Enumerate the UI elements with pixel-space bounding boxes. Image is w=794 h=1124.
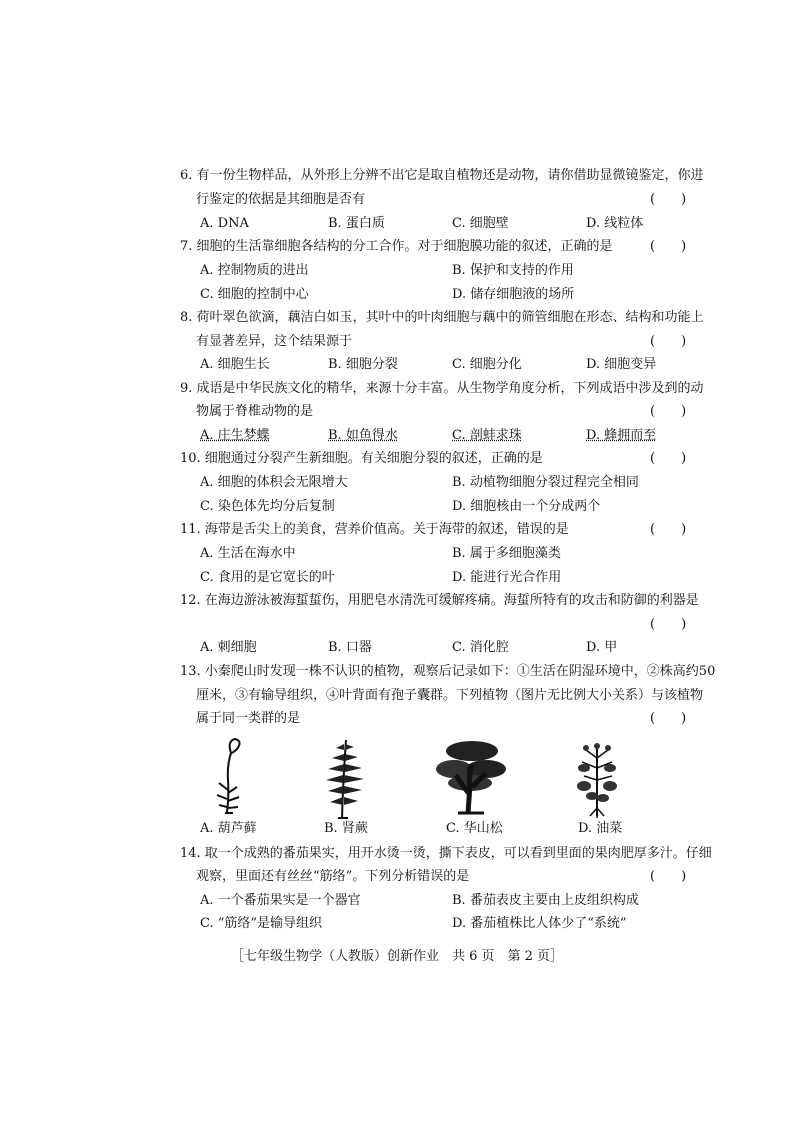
q6-option-a[interactable]: A. DNA <box>200 216 249 231</box>
q14-answer-paren[interactable]: ( ) <box>650 869 687 884</box>
q11-option-b[interactable]: B. 属于多细胞藻类 <box>452 546 561 561</box>
q13-line2: 厘米，③有输导组织，④叶背面有孢子囊群。下列植物（图片无比例大小关系）与该植物 <box>196 688 704 703</box>
moss-illustration <box>205 735 255 815</box>
q11-option-d[interactable]: D. 能进行光合作用 <box>452 570 562 585</box>
q13-answer-paren[interactable]: ( ) <box>650 711 687 726</box>
q7-option-d[interactable]: D. 储存细胞液的场所 <box>452 287 575 302</box>
q13-line3: 属于同一类群的是 <box>196 711 301 726</box>
q8-line2: 有显著差异，这个结果源于 <box>196 334 353 349</box>
q14-option-b[interactable]: B. 番茄表皮主要由上皮组织构成 <box>452 893 639 908</box>
q9-line1: 9. 成语是中华民族文化的精华，来源十分丰富。从生物学角度分析，下列成语中涉及到的动 <box>180 381 704 396</box>
q8-answer-paren[interactable]: ( ) <box>650 334 687 349</box>
rapeseed-illustration <box>572 738 622 818</box>
q12-option-a[interactable]: A. 刺细胞 <box>200 640 257 655</box>
q8-option-c[interactable]: C. 细胞分化 <box>452 357 522 372</box>
q10-option-a[interactable]: A. 细胞的体积会无限增大 <box>200 475 348 490</box>
q14-line1: 14. 取一个成熟的番茄果实，用开水烫一烫，撕下表皮，可以看到里面的果肉肥厚多汁。仔细 <box>180 846 712 861</box>
q13-line1: 13. 小秦爬山时发现一株不认识的植物，观察后记录如下：①生活在阴湿环境中，②株高约50 <box>180 664 716 679</box>
q13-option-c[interactable]: C. 华山松 <box>446 821 503 836</box>
fern-illustration <box>308 732 378 820</box>
q6-option-b[interactable]: B. 蛋白质 <box>328 216 385 231</box>
q9-option-c[interactable]: C. 剖蚌求珠 <box>452 428 522 443</box>
q8-option-a[interactable]: A. 细胞生长 <box>200 357 270 372</box>
q7-option-c[interactable]: C. 细胞的控制中心 <box>200 287 309 302</box>
q9-line2: 物属于脊椎动物的是 <box>196 404 314 419</box>
q7-option-a[interactable]: A. 控制物质的进出 <box>200 263 309 278</box>
q10-option-b[interactable]: B. 动植物细胞分裂过程完全相同 <box>452 475 639 490</box>
q9-option-a[interactable]: A. 庄生梦蝶 <box>200 428 270 443</box>
q12-option-b[interactable]: B. 口器 <box>328 640 372 655</box>
q7-answer-paren[interactable]: ( ) <box>650 239 687 254</box>
q12-answer-paren[interactable]: ( ) <box>650 617 687 632</box>
q9-answer-paren[interactable]: ( ) <box>650 404 687 419</box>
q13-option-d[interactable]: D. 油菜 <box>578 821 623 836</box>
q6-line2: 行鉴定的依据是其细胞是否有 <box>196 192 366 207</box>
q14-option-a[interactable]: A. 一个番茄果实是一个器官 <box>200 893 361 908</box>
q12-option-c[interactable]: C. 消化腔 <box>452 640 509 655</box>
q13-option-a[interactable]: A. 葫芦藓 <box>200 821 257 836</box>
q12-option-d[interactable]: D. 甲 <box>586 640 618 655</box>
q8-line1: 8. 荷叶翠色欲滴，藕洁白如玉，其叶中的叶肉细胞与藕中的筛管细胞在形态、结构和功能上 <box>180 310 704 325</box>
q10-option-d[interactable]: D. 细胞核由一个分成两个 <box>452 499 601 514</box>
q6-option-d[interactable]: D. 线粒体 <box>586 216 644 231</box>
q7-option-b[interactable]: B. 保护和支持的作用 <box>452 263 574 278</box>
q9-option-d[interactable]: D. 蜂拥而至 <box>586 428 657 443</box>
q11-answer-paren[interactable]: ( ) <box>650 522 687 537</box>
q10-line1: 10. 细胞通过分裂产生新细胞。有关细胞分裂的叙述，正确的是 <box>180 451 543 466</box>
q8-option-d[interactable]: D. 细胞变异 <box>586 357 657 372</box>
q11-option-c[interactable]: C. 食用的是它宽长的叶 <box>200 570 335 585</box>
q10-answer-paren[interactable]: ( ) <box>650 451 687 466</box>
q11-option-a[interactable]: A. 生活在海水中 <box>200 546 296 561</box>
q6-line1: 6. 有一份生物样品，从外形上分辨不出它是取自植物还是动物，请你借助显微镜鉴定，你进 <box>180 168 704 183</box>
q14-option-c[interactable]: C. “筋络”是输导组织 <box>200 916 323 931</box>
pine-tree-illustration <box>432 735 510 815</box>
q13-option-b[interactable]: B. 肾蕨 <box>324 821 368 836</box>
q9-option-b[interactable]: B. 如鱼得水 <box>328 428 398 443</box>
q11-line1: 11. 海带是舌尖上的美食，营养价值高。关于海带的叙述，错误的是 <box>180 522 569 537</box>
q6-answer-paren[interactable]: ( ) <box>650 192 687 207</box>
q14-line2: 观察，里面还有丝丝“筋络”。下列分析错误的是 <box>196 869 470 884</box>
page-footer: ［七年级生物学（人教版）创新作业 共 6 页 第 2 页］ <box>230 949 564 964</box>
q7-line1: 7. 细胞的生活靠细胞各结构的分工合作。对于细胞膜功能的叙述，正确的是 <box>180 239 613 254</box>
q14-option-d[interactable]: D. 番茄植株比人体少了“系统” <box>452 916 627 931</box>
q8-option-b[interactable]: B. 细胞分裂 <box>328 357 398 372</box>
q6-option-c[interactable]: C. 细胞壁 <box>452 216 509 231</box>
q12-line1: 12. 在海边游泳被海蜇蜇伤，用肥皂水清洗可缓解疼痛。海蜇所特有的攻击和防御的利器是 <box>180 593 699 608</box>
q10-option-c[interactable]: C. 染色体先均分后复制 <box>200 499 335 514</box>
